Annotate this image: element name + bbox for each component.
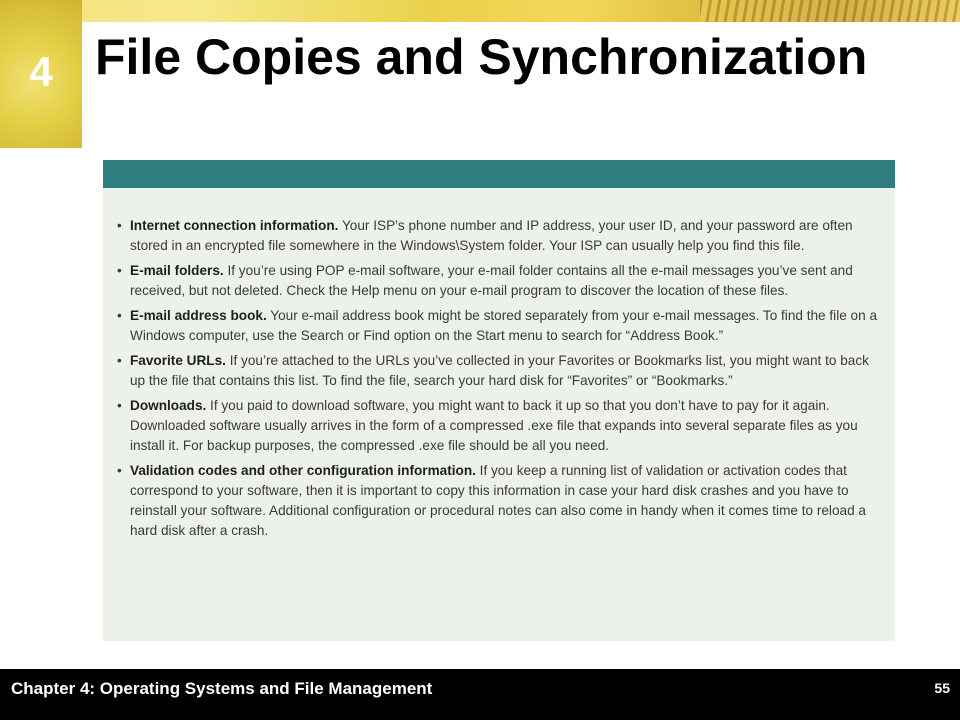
- content-header-bar: [103, 160, 895, 188]
- bullet-list: [117, 216, 877, 546]
- page-number: 55: [934, 680, 950, 696]
- slide-title: File Copies and Synchronization: [95, 29, 868, 85]
- bullet-item: [117, 216, 877, 256]
- bullet-item: [117, 351, 877, 391]
- bullet-lead: Validation codes and other configuration information.: [130, 463, 476, 478]
- bullet-text: If you paid to download software, you might want to back it up so that you don’t have to pay for it again. Downloaded software usually arrives in the form of a compressed .exe file that expands into several separate files as you install it. For backup purposes, the compressed .exe file should be all you need.: [130, 398, 858, 453]
- footer-bar: [0, 669, 960, 720]
- chapter-number: 4: [29, 48, 53, 95]
- bullet-item: [117, 261, 877, 301]
- bullet-lead: Internet connection information.: [130, 218, 339, 233]
- bullet-text: Your e-mail address book might be stored separately from your e-mail messages. To find the file on a Windows computer, use the Search or Find option on the Start menu to search for “Address Book.”: [130, 308, 878, 343]
- banner-texture: [700, 0, 960, 22]
- top-banner: [0, 0, 960, 22]
- bullet-text: Your ISP’s phone number and IP address, your user ID, and your password are often stored in an encrypted file somewhere in the Windows\System folder. Your ISP can usually help you find this file.: [130, 218, 853, 253]
- bullet-lead: E-mail address book.: [130, 308, 267, 323]
- bullet-text: If you’re attached to the URLs you’ve collected in your Favorites or Bookmarks list, you might want to back up the file that contains this list. To find the file, search your hard disk for “Favorites” or “Bookmarks.”: [130, 353, 869, 388]
- bullet-item: [117, 461, 877, 541]
- bullet-text: If you’re using POP e-mail software, your e-mail folder contains all the e-mail messages you’ve sent and received, but not deleted. Check the Help menu on your e-mail program to discover the location of these files.: [130, 263, 853, 298]
- content-box: [103, 160, 895, 641]
- bullet-lead: E-mail folders.: [130, 263, 224, 278]
- bullet-item: [117, 396, 877, 456]
- bullet-text: If you keep a running list of validation or activation codes that correspond to your software, then it is important to copy this information in case your hard disk crashes and you have to reinstall your software. Additional configuration or procedural notes can also come in handy when it comes time to reload a hard disk after a crash.: [130, 463, 866, 538]
- bullet-lead: Downloads.: [130, 398, 207, 413]
- chapter-tab: [0, 0, 82, 148]
- footer-chapter-label: Chapter 4: Operating Systems and File Management: [11, 679, 433, 698]
- bullet-lead: Favorite URLs.: [130, 353, 226, 368]
- bullet-item: [117, 306, 877, 346]
